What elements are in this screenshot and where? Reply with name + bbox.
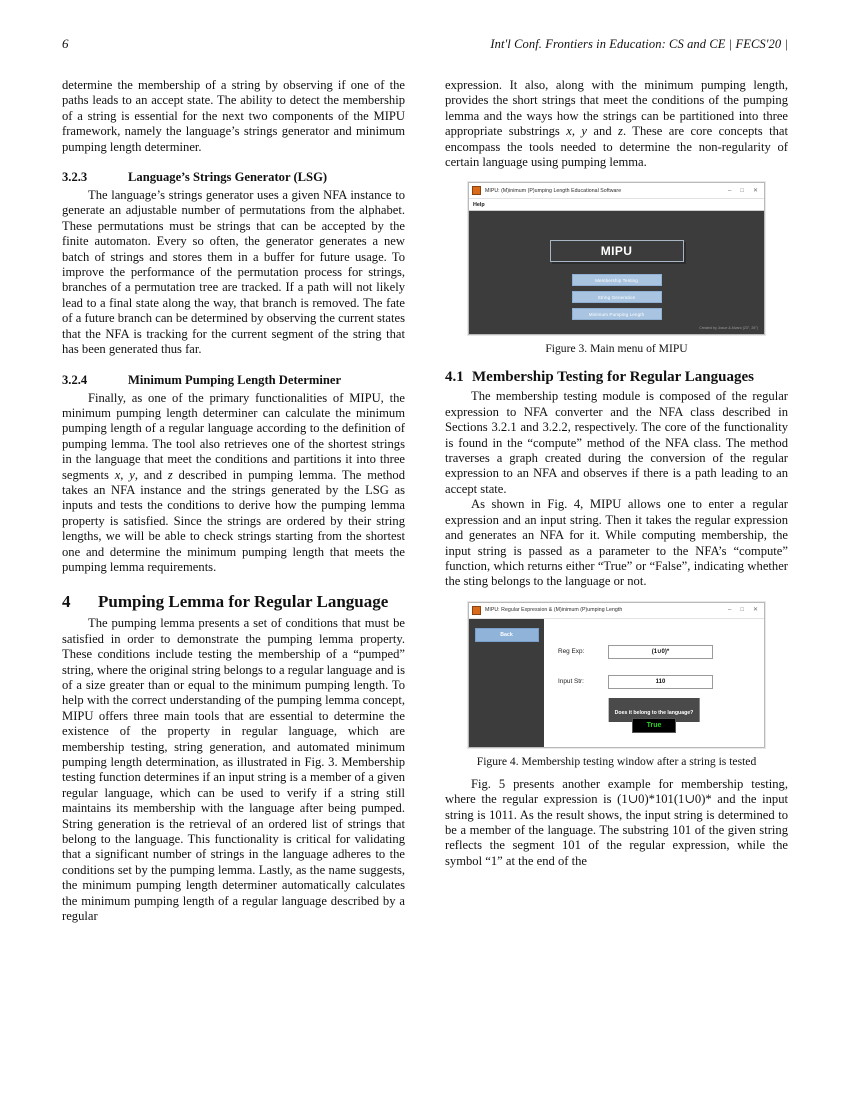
figure-3 (445, 182, 788, 355)
heading-number: 4 (62, 592, 71, 612)
paragraph (445, 78, 788, 170)
heading-3-2-4 (62, 373, 405, 388)
button-label: Minimum Pumping Length (588, 311, 645, 317)
input-str-label: Input Str: (558, 678, 584, 686)
right-column (445, 78, 788, 1038)
back-button-label: Back (500, 631, 513, 638)
close-icon[interactable]: ✕ (752, 187, 758, 194)
text-run: Finally, as one of the primary functionalities of MIPU, the minimum pumping length determiner can calculate the minimum pumping length of a regular language according to the definition of pumping lemma. The tool also retrieves one of the shortest strings in the language that meet the conditions and partitions it into three segments (62, 390, 405, 482)
reg-exp-row (558, 645, 713, 659)
figure-3-caption: Figure 3. Main menu of MIPU (545, 342, 688, 356)
window-titlebar (469, 603, 764, 619)
membership-testing-button[interactable] (572, 274, 662, 286)
paragraph: As shown in Fig. 4, MIPU allows one to enter a regular expression and an input string. Then it takes the regular expression and generates an NFA for it. While computing membership, the input string is passed as a parameter to the NFA’s “compute” function, which returns either “True” or “False”, indicating whether the sting belongs to the language or not. (445, 497, 788, 589)
paragraph: Fig. 5 presents another example for membership testing, where the regular expression is (1∪0)*101(1∪0)* and the input string is 1011. As the result shows, the input string is determined to be a member of the language. The substring 101 of the given string reflects the segment 101 of the regular expression, while the symbol “1” at the end of the (445, 776, 788, 868)
maximize-icon[interactable]: □ (740, 187, 744, 194)
text-run: , (120, 467, 130, 482)
heading-4-1 (445, 369, 788, 386)
heading-text: Membership Testing for Regular Languages (472, 369, 754, 386)
window-title: MIPU: (M)inimum (P)umping Length Educational Software (485, 187, 622, 194)
check-membership-label: Does it belong to the language? (614, 709, 694, 716)
button-label: String Generation (597, 294, 636, 300)
variable-y: y (129, 467, 135, 482)
body-columns (62, 78, 788, 1038)
paragraph: The membership testing module is composed of the regular expression to NFA converter and the NFA class described in Sections 3.2.1 and 3.2.2, respectively. The core of the functionality is found in the “compute” method of the NFA class. The method traverses a graph created during the conversion of the regular expression to an NFA and observes if there is a path leading to an accept state. (445, 389, 788, 496)
string-generation-button[interactable] (572, 291, 662, 303)
main-menu-buttons (572, 274, 662, 320)
input-str-row (558, 675, 713, 689)
figure-4-caption: Figure 4. Membership testing window after a string is tested (476, 754, 757, 768)
result-display (632, 718, 676, 733)
variable-x: x (566, 124, 572, 139)
variable-x: x (114, 467, 121, 482)
reg-exp-input[interactable] (608, 645, 713, 659)
text-run: expression. It also, along with the minimum pumping length, provides the short strings that meet the conditions of the pumping lemma and the ways how the strings can be partitioned into three appropriate substrings (445, 78, 788, 139)
heading-text: Pumping Lemma for Regular Language (98, 592, 389, 612)
minimize-icon[interactable]: – (728, 187, 732, 194)
paragraph: The pumping lemma presents a set of conditions that must be satisfied in order to demonstrate the pumping lemma property. These conditions include testing the membership of a “pumped” string, where the original string belongs to a regular language and is of a size greater than or equal to the minimum pumping length. To help with the correct understanding of the pumping lemma concept, MIPU offers three main tools that are essential to determine the existence of the property in regular language, which are membership testing, string generation, and automated minimum pumping length determination, as illustrated in Fig. 3. Membership testing function determines if an input string is a member of a given regular language, which can be used to verify if a string still maintains its membership with the language after being pumped. String generation is the retrieval of an ordered list of strings that belong to the language. This functionality is critical for validating that a significant number of strings in the language adheres to the conditions set by the pumping lemma. Lastly, as the name suggests, the minimum pumping length determiner automatically calculates the minimum pumping length of a regular language described by a regular (62, 616, 405, 924)
maximize-icon[interactable]: □ (740, 607, 744, 614)
variable-z: z (167, 467, 173, 482)
text-run: , and (134, 467, 168, 482)
left-column (62, 78, 405, 1038)
close-icon[interactable]: ✕ (752, 607, 758, 614)
page-number: 6 (62, 36, 69, 51)
minimize-icon[interactable]: – (728, 607, 732, 614)
mipu-logo-panel (550, 240, 684, 262)
back-button[interactable] (475, 628, 539, 642)
mipu-logo-label: MIPU (600, 244, 633, 259)
heading-section-4 (62, 592, 405, 612)
heading-number: 3.2.3 (62, 170, 88, 185)
membership-testing-form (544, 619, 764, 747)
window-titlebar (469, 183, 764, 199)
window-controls (728, 607, 761, 613)
menu-item-help[interactable]: Help (473, 201, 485, 208)
text-run: and (587, 124, 619, 139)
input-str-value: 110 (655, 678, 666, 685)
paragraph: The language’s strings generator uses a given NFA instance to generate an adjustable number of permutations from the alphabet. These permutations must be strings that can be accepted by the finite automaton. Every so often, the generator generates a new batch of strings and stores them in a buffer for future usage. To improve the performance of the permutation process for strings, branches of a permutation tree are tracked. If a path will not likely lead to a final state along the way, that branch is removed. The fate of a future branch can be determined by observing the current states that the NFA is tracking for the current segment of the string that has been generated thus far. (62, 188, 405, 357)
heading-number: 3.2.4 (62, 372, 88, 387)
variable-y: y (581, 124, 588, 139)
app-icon (472, 606, 481, 615)
heading-number: 4.1 (445, 369, 464, 386)
mipu-main-window (468, 182, 765, 335)
window-menubar (469, 199, 764, 211)
paragraph: determine the membership of a string by observing if one of the paths leads to an accept state. The ability to detect the membership of a string is essential for the next two components of the MIPU framework, namely the language’s strings generator and minimum pumping length determiner. (62, 78, 405, 154)
variable-z: z (618, 124, 623, 139)
text-run: , (571, 124, 582, 139)
credit-text: Created by Josue & Alvaro (23°, 26°) (699, 326, 758, 331)
reg-exp-label: Reg Exp: (558, 648, 585, 656)
conference-name: Int'l Conf. Frontiers in Education: CS and CE | FECS'20 | (490, 37, 788, 51)
heading-text: Minimum Pumping Length Determiner (128, 372, 342, 387)
heading-3-2-3 (62, 170, 405, 185)
membership-testing-window (468, 602, 765, 748)
running-head (62, 36, 788, 56)
app-icon (472, 186, 481, 195)
minimum-pumping-length-button[interactable] (572, 308, 662, 320)
text-run: described in pumping lemma. The method takes an NFA instance and the strings generated by the LSG as inputs and tests the conditions to derive how the pumping lemma property is satisfied. Since the strings are ordered by their string lengths, we will be able to check strings starting from the shortest one and determine the minimum pumping length that meets the pumping lemma requirements. (62, 467, 405, 574)
window-sidebar (469, 619, 544, 747)
spacer (445, 768, 788, 777)
text-run: . These are core concepts that encompass the tools needed to determine the non-regularity of certain language using pumping lemma. (445, 124, 788, 170)
window-controls (728, 188, 761, 194)
paragraph (62, 391, 405, 576)
heading-text: Language’s Strings Generator (LSG) (128, 170, 328, 185)
result-value: True (646, 721, 662, 729)
button-label: Membership Testing (595, 277, 638, 283)
input-str-input[interactable] (608, 675, 713, 689)
main-menu-body (469, 211, 764, 334)
window-title: MIPU: Regular Expression & (M)inimum (P)umping Length (485, 607, 623, 614)
figure-4 (445, 602, 788, 768)
membership-testing-body (469, 619, 764, 747)
reg-exp-value: (1∪0)* (651, 649, 670, 656)
